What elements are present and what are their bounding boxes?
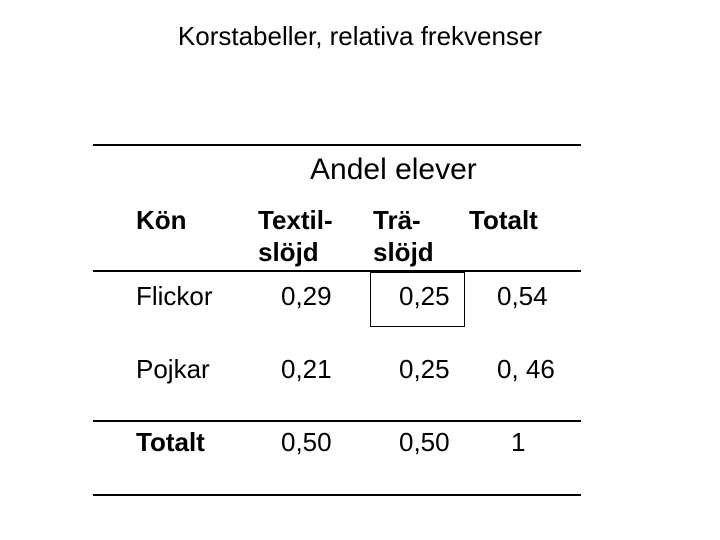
column-header-traslojd [373,204,434,268]
table-cell: 0,50 [399,427,450,457]
column-header-line2: slöjd [258,237,319,267]
row-label-flickor: Flickor [136,281,213,311]
table-cell: 0,25 [399,354,450,384]
row-label-totalt: Totalt [136,427,205,457]
table-cell: 0,25 [399,281,450,311]
table-bottom-rule [93,494,581,496]
table-cell: 0,54 [497,281,548,311]
column-header-totalt: Totalt [469,205,538,235]
table-group-header: Andel elever [310,153,477,186]
header-bottom-rule [93,270,581,272]
total-row-rule [93,420,581,422]
column-header-line1: Trä- [373,205,421,235]
table-cell: 0,29 [281,281,332,311]
table-top-rule [93,144,581,146]
table-cell: 0, 46 [497,354,555,384]
slide-title: Korstabeller, relativa frekvenser [177,21,543,51]
table-cell: 0,50 [281,427,332,457]
column-header-textilslojd [258,204,333,268]
row-header: Kön [136,205,187,235]
column-header-line1: Textil- [258,205,333,235]
column-header-line2: slöjd [373,237,434,267]
row-label-pojkar: Pojkar [136,354,210,384]
table-cell: 0,21 [281,354,332,384]
table-cell: 1 [511,427,526,457]
